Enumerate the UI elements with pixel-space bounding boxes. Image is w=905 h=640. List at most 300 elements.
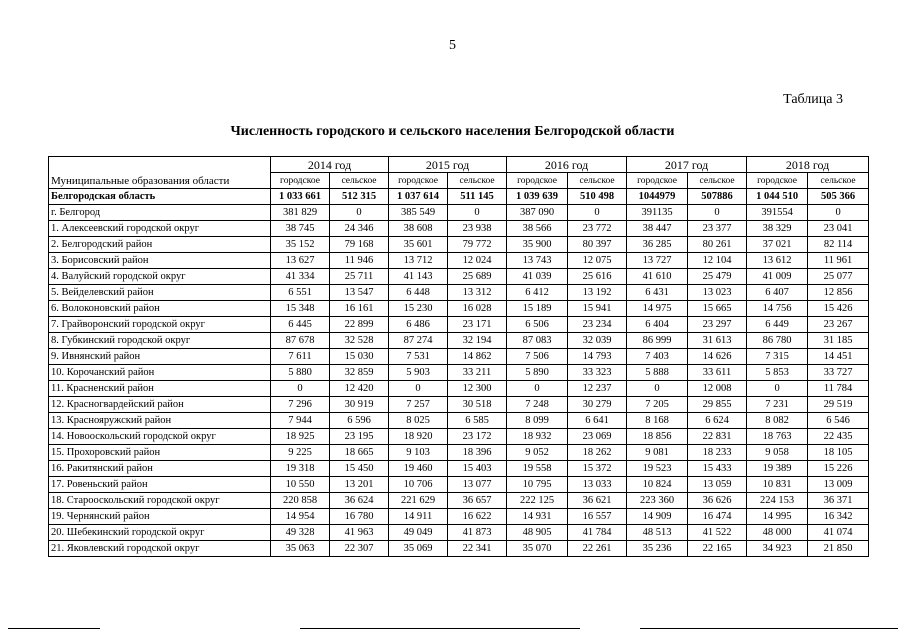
- rural-population-cell: 22 261: [568, 541, 627, 557]
- rural-population-cell: 11 946: [330, 253, 389, 269]
- urban-population-cell: 35 070: [507, 541, 568, 557]
- rural-population-cell: 31 185: [808, 333, 869, 349]
- urban-population-cell: 7 403: [627, 349, 688, 365]
- municipality-name: 6. Волоконовский район: [49, 301, 271, 317]
- rural-population-cell: 6 585: [448, 413, 507, 429]
- urban-population-cell: 14 975: [627, 301, 688, 317]
- table-row: [49, 317, 869, 333]
- municipality-name: 19. Чернянский район: [49, 509, 271, 525]
- rural-population-cell: 33 323: [568, 365, 627, 381]
- urban-population-cell: 5 880: [271, 365, 330, 381]
- urban-population-cell: 19 460: [389, 461, 448, 477]
- urban-population-cell: 18 932: [507, 429, 568, 445]
- urban-population-cell: 15 230: [389, 301, 448, 317]
- rural-population-cell: 33 727: [808, 365, 869, 381]
- rural-population-cell: 16 028: [448, 301, 507, 317]
- urban-population-cell: 6 412: [507, 285, 568, 301]
- urban-population-cell: 35 063: [271, 541, 330, 557]
- urban-population-cell: 10 795: [507, 477, 568, 493]
- rural-population-cell: 0: [688, 205, 747, 221]
- urban-population-cell: 18 920: [389, 429, 448, 445]
- urban-population-cell: 7 231: [747, 397, 808, 413]
- year-header: 2014 год: [271, 157, 389, 173]
- urban-population-cell: 34 923: [747, 541, 808, 557]
- table-row: [49, 333, 869, 349]
- rural-population-cell: 33 211: [448, 365, 507, 381]
- urban-population-cell: 38 447: [627, 221, 688, 237]
- table-row: [49, 285, 869, 301]
- municipality-name: 4. Валуйский городской округ: [49, 269, 271, 285]
- rural-population-cell: 22 435: [808, 429, 869, 445]
- table-row: [49, 525, 869, 541]
- urban-population-cell: 1 037 614: [389, 189, 448, 205]
- rural-population-cell: 13 547: [330, 285, 389, 301]
- rural-population-cell: 22 831: [688, 429, 747, 445]
- rural-population-cell: 23 938: [448, 221, 507, 237]
- rural-population-cell: 0: [568, 205, 627, 221]
- table-row: [49, 253, 869, 269]
- rural-population-cell: 25 616: [568, 269, 627, 285]
- urban-population-cell: 7 944: [271, 413, 330, 429]
- rural-column-header: сельское: [568, 173, 627, 189]
- rural-population-cell: 36 657: [448, 493, 507, 509]
- urban-population-cell: 15 348: [271, 301, 330, 317]
- urban-population-cell: 41 610: [627, 269, 688, 285]
- urban-population-cell: 7 296: [271, 397, 330, 413]
- table-row: [49, 221, 869, 237]
- rural-population-cell: 12 075: [568, 253, 627, 269]
- urban-population-cell: 38 329: [747, 221, 808, 237]
- rural-population-cell: 25 479: [688, 269, 747, 285]
- year-header: 2015 год: [389, 157, 507, 173]
- urban-population-cell: 0: [747, 381, 808, 397]
- urban-population-cell: 1 039 639: [507, 189, 568, 205]
- rural-population-cell: 30 279: [568, 397, 627, 413]
- urban-population-cell: 48 513: [627, 525, 688, 541]
- urban-population-cell: 391135: [627, 205, 688, 221]
- municipality-name: Белгородская область: [49, 189, 271, 205]
- rural-population-cell: 22 165: [688, 541, 747, 557]
- rural-population-cell: 505 366: [808, 189, 869, 205]
- municipality-name: 15. Прохоровский район: [49, 445, 271, 461]
- rural-population-cell: 23 041: [808, 221, 869, 237]
- rural-population-cell: 14 626: [688, 349, 747, 365]
- page-number: 5: [449, 38, 456, 53]
- population-table: [48, 156, 869, 557]
- urban-population-cell: 9 081: [627, 445, 688, 461]
- urban-population-cell: 14 954: [271, 509, 330, 525]
- urban-population-cell: 8 099: [507, 413, 568, 429]
- urban-population-cell: 9 052: [507, 445, 568, 461]
- municipality-name: 21. Яковлевский городской округ: [49, 541, 271, 557]
- rural-population-cell: 11 784: [808, 381, 869, 397]
- rural-population-cell: 18 396: [448, 445, 507, 461]
- urban-population-cell: 221 629: [389, 493, 448, 509]
- rural-population-cell: 12 008: [688, 381, 747, 397]
- urban-population-cell: 18 925: [271, 429, 330, 445]
- urban-population-cell: 6 486: [389, 317, 448, 333]
- urban-population-cell: 8 025: [389, 413, 448, 429]
- rural-population-cell: 15 665: [688, 301, 747, 317]
- urban-column-header: городское: [271, 173, 330, 189]
- table-row: [49, 205, 869, 221]
- rural-population-cell: 36 624: [330, 493, 389, 509]
- urban-population-cell: 19 389: [747, 461, 808, 477]
- municipality-name: 8. Губкинский городской округ: [49, 333, 271, 349]
- rural-population-cell: 12 420: [330, 381, 389, 397]
- urban-population-cell: 37 021: [747, 237, 808, 253]
- document-title: Численность городского и сельского населения Белгородской области: [230, 124, 675, 139]
- rural-population-cell: 30 518: [448, 397, 507, 413]
- urban-population-cell: 14 909: [627, 509, 688, 525]
- rural-population-cell: 6 641: [568, 413, 627, 429]
- rural-population-cell: 507886: [688, 189, 747, 205]
- rural-population-cell: 82 114: [808, 237, 869, 253]
- urban-population-cell: 86 780: [747, 333, 808, 349]
- rural-population-cell: 25 711: [330, 269, 389, 285]
- rural-population-cell: 12 856: [808, 285, 869, 301]
- municipality-name: г. Белгород: [49, 205, 271, 221]
- rural-population-cell: 0: [448, 205, 507, 221]
- year-header: 2017 год: [627, 157, 747, 173]
- year-header: 2018 год: [747, 157, 869, 173]
- rural-population-cell: 6 624: [688, 413, 747, 429]
- table-row: [49, 397, 869, 413]
- rural-population-cell: 13 023: [688, 285, 747, 301]
- urban-population-cell: 18 856: [627, 429, 688, 445]
- urban-population-cell: 14 995: [747, 509, 808, 525]
- rural-population-cell: 23 234: [568, 317, 627, 333]
- rural-population-cell: 13 077: [448, 477, 507, 493]
- table-row: [49, 413, 869, 429]
- rural-population-cell: 36 621: [568, 493, 627, 509]
- urban-population-cell: 41 334: [271, 269, 330, 285]
- rural-population-cell: 15 403: [448, 461, 507, 477]
- urban-population-cell: 6 448: [389, 285, 448, 301]
- rural-population-cell: 6 596: [330, 413, 389, 429]
- urban-population-cell: 35 236: [627, 541, 688, 557]
- rural-population-cell: 23 772: [568, 221, 627, 237]
- urban-population-cell: 6 404: [627, 317, 688, 333]
- rural-population-cell: 12 237: [568, 381, 627, 397]
- municipality-column-header: Муниципальные образования области: [49, 157, 271, 189]
- rural-population-cell: 21 850: [808, 541, 869, 557]
- table-body: [49, 189, 869, 557]
- urban-population-cell: 6 431: [627, 285, 688, 301]
- rural-population-cell: 25 077: [808, 269, 869, 285]
- urban-population-cell: 7 315: [747, 349, 808, 365]
- urban-population-cell: 5 890: [507, 365, 568, 381]
- urban-population-cell: 10 831: [747, 477, 808, 493]
- rural-population-cell: 16 474: [688, 509, 747, 525]
- rural-population-cell: 511 145: [448, 189, 507, 205]
- rural-population-cell: 18 105: [808, 445, 869, 461]
- rural-population-cell: 15 450: [330, 461, 389, 477]
- rural-population-cell: 15 433: [688, 461, 747, 477]
- urban-population-cell: 9 225: [271, 445, 330, 461]
- table-row: [49, 429, 869, 445]
- rural-population-cell: 12 300: [448, 381, 507, 397]
- rural-population-cell: 12 024: [448, 253, 507, 269]
- municipality-name: 17. Ровеньский район: [49, 477, 271, 493]
- urban-population-cell: 6 506: [507, 317, 568, 333]
- urban-population-cell: 7 205: [627, 397, 688, 413]
- urban-population-cell: 8 168: [627, 413, 688, 429]
- rural-population-cell: 41 963: [330, 525, 389, 541]
- urban-population-cell: 15 189: [507, 301, 568, 317]
- rural-population-cell: 16 342: [808, 509, 869, 525]
- table-row: [49, 301, 869, 317]
- urban-population-cell: 35 601: [389, 237, 448, 253]
- rural-population-cell: 29 855: [688, 397, 747, 413]
- rural-population-cell: 16 622: [448, 509, 507, 525]
- rural-column-header: сельское: [330, 173, 389, 189]
- region-total-row: [49, 189, 869, 205]
- rural-population-cell: 0: [808, 205, 869, 221]
- urban-population-cell: 7 531: [389, 349, 448, 365]
- urban-population-cell: 10 824: [627, 477, 688, 493]
- urban-population-cell: 19 523: [627, 461, 688, 477]
- rural-population-cell: 13 033: [568, 477, 627, 493]
- urban-population-cell: 86 999: [627, 333, 688, 349]
- urban-column-header: городское: [747, 173, 808, 189]
- municipality-name: 18. Старооскольский городской округ: [49, 493, 271, 509]
- urban-population-cell: 7 611: [271, 349, 330, 365]
- rural-population-cell: 80 261: [688, 237, 747, 253]
- rural-population-cell: 32 859: [330, 365, 389, 381]
- urban-population-cell: 35 900: [507, 237, 568, 253]
- rural-population-cell: 13 192: [568, 285, 627, 301]
- urban-population-cell: 41 143: [389, 269, 448, 285]
- urban-population-cell: 6 449: [747, 317, 808, 333]
- urban-population-cell: 36 285: [627, 237, 688, 253]
- rural-population-cell: 15 030: [330, 349, 389, 365]
- municipality-name: 7. Грайворонский городской округ: [49, 317, 271, 333]
- urban-population-cell: 38 566: [507, 221, 568, 237]
- urban-population-cell: 391554: [747, 205, 808, 221]
- urban-population-cell: 48 905: [507, 525, 568, 541]
- urban-population-cell: 0: [627, 381, 688, 397]
- rural-population-cell: 36 626: [688, 493, 747, 509]
- year-header: 2016 год: [507, 157, 627, 173]
- rural-population-cell: 15 941: [568, 301, 627, 317]
- rural-population-cell: 31 613: [688, 333, 747, 349]
- rural-population-cell: 32 528: [330, 333, 389, 349]
- rural-population-cell: 16 780: [330, 509, 389, 525]
- rural-population-cell: 13 312: [448, 285, 507, 301]
- urban-population-cell: 6 445: [271, 317, 330, 333]
- table-row: [49, 237, 869, 253]
- urban-population-cell: 1044979: [627, 189, 688, 205]
- urban-population-cell: 10 550: [271, 477, 330, 493]
- urban-population-cell: 19 318: [271, 461, 330, 477]
- table-row: [49, 493, 869, 509]
- rural-population-cell: 15 372: [568, 461, 627, 477]
- municipality-name: 1. Алексеевский городской округ: [49, 221, 271, 237]
- urban-population-cell: 35 152: [271, 237, 330, 253]
- urban-population-cell: 13 712: [389, 253, 448, 269]
- urban-population-cell: 14 756: [747, 301, 808, 317]
- urban-population-cell: 9 058: [747, 445, 808, 461]
- urban-population-cell: 35 069: [389, 541, 448, 557]
- urban-population-cell: 41 009: [747, 269, 808, 285]
- rural-population-cell: 23 297: [688, 317, 747, 333]
- rural-population-cell: 18 233: [688, 445, 747, 461]
- municipality-name: 12. Красногвардейский район: [49, 397, 271, 413]
- urban-population-cell: 13 612: [747, 253, 808, 269]
- rural-population-cell: 16 557: [568, 509, 627, 525]
- urban-population-cell: 38 745: [271, 221, 330, 237]
- rural-population-cell: 512 315: [330, 189, 389, 205]
- urban-population-cell: 13 627: [271, 253, 330, 269]
- urban-population-cell: 7 257: [389, 397, 448, 413]
- rural-population-cell: 23 267: [808, 317, 869, 333]
- urban-population-cell: 223 360: [627, 493, 688, 509]
- table-row: [49, 509, 869, 525]
- urban-population-cell: 87 083: [507, 333, 568, 349]
- page-edge-line: [300, 628, 580, 629]
- urban-population-cell: 13 727: [627, 253, 688, 269]
- rural-population-cell: 23 195: [330, 429, 389, 445]
- urban-population-cell: 9 103: [389, 445, 448, 461]
- rural-population-cell: 32 039: [568, 333, 627, 349]
- municipality-name: 14. Новооскольский городской округ: [49, 429, 271, 445]
- urban-population-cell: 5 888: [627, 365, 688, 381]
- rural-column-header: сельское: [688, 173, 747, 189]
- table-row: [49, 269, 869, 285]
- rural-population-cell: 41 784: [568, 525, 627, 541]
- municipality-name: 5. Вейделевский район: [49, 285, 271, 301]
- rural-column-header: сельское: [448, 173, 507, 189]
- urban-population-cell: 13 743: [507, 253, 568, 269]
- year-header-row: [49, 157, 869, 173]
- rural-population-cell: 15 426: [808, 301, 869, 317]
- urban-population-cell: 381 829: [271, 205, 330, 221]
- rural-population-cell: 41 522: [688, 525, 747, 541]
- table-row: [49, 541, 869, 557]
- table-row: [49, 365, 869, 381]
- rural-column-header: сельское: [808, 173, 869, 189]
- rural-population-cell: 36 371: [808, 493, 869, 509]
- rural-population-cell: 79 168: [330, 237, 389, 253]
- rural-population-cell: 80 397: [568, 237, 627, 253]
- municipality-name: 13. Краснояружский район: [49, 413, 271, 429]
- rural-population-cell: 29 519: [808, 397, 869, 413]
- rural-population-cell: 14 451: [808, 349, 869, 365]
- urban-population-cell: 6 407: [747, 285, 808, 301]
- urban-population-cell: 5 853: [747, 365, 808, 381]
- page-edge-line: [8, 628, 100, 629]
- rural-population-cell: 22 341: [448, 541, 507, 557]
- municipality-name: 9. Ивнянский район: [49, 349, 271, 365]
- urban-population-cell: 87 678: [271, 333, 330, 349]
- urban-population-cell: 7 248: [507, 397, 568, 413]
- urban-population-cell: 18 763: [747, 429, 808, 445]
- rural-population-cell: 32 194: [448, 333, 507, 349]
- table-row: [49, 349, 869, 365]
- urban-population-cell: 224 153: [747, 493, 808, 509]
- rural-population-cell: 24 346: [330, 221, 389, 237]
- urban-population-cell: 14 931: [507, 509, 568, 525]
- rural-population-cell: 25 689: [448, 269, 507, 285]
- page-edge-line: [640, 628, 898, 629]
- municipality-name: 20. Шебекинский городской округ: [49, 525, 271, 541]
- rural-population-cell: 23 172: [448, 429, 507, 445]
- urban-population-cell: 0: [271, 381, 330, 397]
- urban-population-cell: 7 506: [507, 349, 568, 365]
- urban-population-cell: 0: [389, 381, 448, 397]
- table-label: Таблица 3: [783, 92, 843, 107]
- urban-population-cell: 222 125: [507, 493, 568, 509]
- rural-population-cell: 79 772: [448, 237, 507, 253]
- rural-population-cell: 12 104: [688, 253, 747, 269]
- rural-population-cell: 510 498: [568, 189, 627, 205]
- urban-population-cell: 87 274: [389, 333, 448, 349]
- rural-population-cell: 13 009: [808, 477, 869, 493]
- rural-population-cell: 41 873: [448, 525, 507, 541]
- urban-population-cell: 1 044 510: [747, 189, 808, 205]
- urban-population-cell: 48 000: [747, 525, 808, 541]
- rural-population-cell: 15 226: [808, 461, 869, 477]
- municipality-name: 3. Борисовский район: [49, 253, 271, 269]
- urban-population-cell: 387 090: [507, 205, 568, 221]
- urban-population-cell: 220 858: [271, 493, 330, 509]
- rural-population-cell: 22 899: [330, 317, 389, 333]
- urban-population-cell: 385 549: [389, 205, 448, 221]
- rural-population-cell: 14 793: [568, 349, 627, 365]
- table-row: [49, 477, 869, 493]
- rural-population-cell: 0: [330, 205, 389, 221]
- rural-population-cell: 11 961: [808, 253, 869, 269]
- rural-population-cell: 13 059: [688, 477, 747, 493]
- urban-population-cell: 8 082: [747, 413, 808, 429]
- rural-population-cell: 18 665: [330, 445, 389, 461]
- rural-population-cell: 13 201: [330, 477, 389, 493]
- urban-column-header: городское: [627, 173, 688, 189]
- urban-column-header: городское: [507, 173, 568, 189]
- table-row: [49, 381, 869, 397]
- urban-population-cell: 49 328: [271, 525, 330, 541]
- urban-population-cell: 0: [507, 381, 568, 397]
- rural-population-cell: 22 307: [330, 541, 389, 557]
- urban-population-cell: 38 608: [389, 221, 448, 237]
- urban-population-cell: 10 706: [389, 477, 448, 493]
- municipality-name: 11. Красненский район: [49, 381, 271, 397]
- rural-population-cell: 30 919: [330, 397, 389, 413]
- rural-population-cell: 14 862: [448, 349, 507, 365]
- urban-population-cell: 6 551: [271, 285, 330, 301]
- municipality-name: 2. Белгородский район: [49, 237, 271, 253]
- table-row: [49, 461, 869, 477]
- rural-population-cell: 41 074: [808, 525, 869, 541]
- table-row: [49, 445, 869, 461]
- urban-population-cell: 14 911: [389, 509, 448, 525]
- rural-population-cell: 23 377: [688, 221, 747, 237]
- urban-column-header: городское: [389, 173, 448, 189]
- municipality-name: 16. Ракитянский район: [49, 461, 271, 477]
- rural-population-cell: 16 161: [330, 301, 389, 317]
- urban-population-cell: 41 039: [507, 269, 568, 285]
- urban-population-cell: 19 558: [507, 461, 568, 477]
- rural-population-cell: 18 262: [568, 445, 627, 461]
- rural-population-cell: 23 069: [568, 429, 627, 445]
- municipality-name: 10. Корочанский район: [49, 365, 271, 381]
- rural-population-cell: 33 611: [688, 365, 747, 381]
- urban-population-cell: 1 033 661: [271, 189, 330, 205]
- rural-population-cell: 23 171: [448, 317, 507, 333]
- urban-population-cell: 5 903: [389, 365, 448, 381]
- rural-population-cell: 6 546: [808, 413, 869, 429]
